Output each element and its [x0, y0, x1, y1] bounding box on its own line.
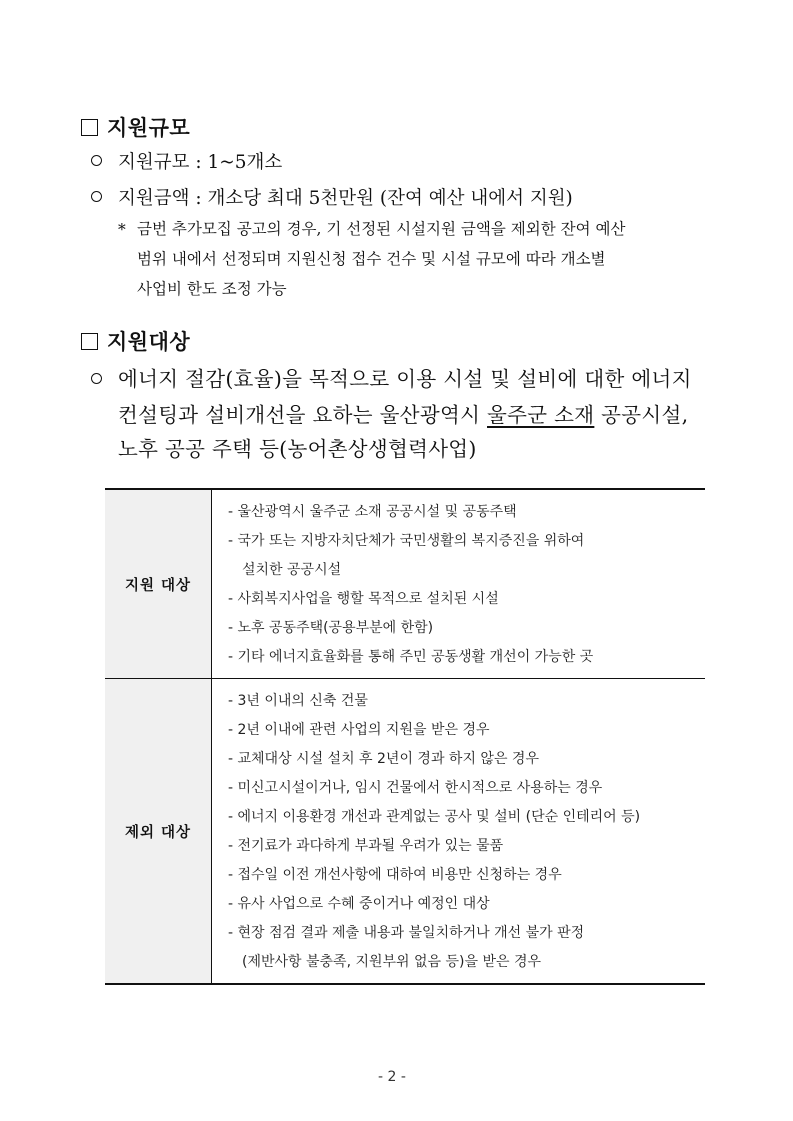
list-item: - 3년 이내의 신축 건물: [228, 693, 368, 709]
table-row: [105, 679, 705, 985]
bullet-item: 지원규모 : 1~5개소: [91, 148, 282, 174]
section-title: 지원대상: [107, 329, 191, 354]
note-mark: *: [118, 221, 126, 239]
list-item: - 교체대상 시설 설치 후 2년이 경과 하지 않은 경우: [228, 751, 539, 767]
circle-bullet-icon: [91, 155, 102, 166]
table-row: [105, 489, 705, 679]
list-item: - 접수일 이전 개선사항에 대하여 비용만 신청하는 경우: [228, 867, 562, 883]
checkbox-square-icon: [81, 119, 98, 136]
note-line: 범위 내에서 선정되며 지원신청 접수 건수 및 시설 규모에 따라 개소별: [137, 250, 606, 268]
underlined-location: 울주군 소재: [487, 403, 595, 427]
list-item: - 현장 점검 결과 제출 내용과 불일치하거나 개선 불가 판정: [228, 925, 585, 941]
list-item: - 2년 이내에 관련 사업의 지원을 받은 경우: [228, 722, 490, 738]
list-item: - 미신고시설이거나, 임시 건물에서 한시적으로 사용하는 경우: [228, 780, 603, 796]
row-items: [212, 489, 706, 679]
bullet-item: 지원금액 : 개소당 최대 5천만원 (잔여 예산 내에서 지원): [91, 184, 573, 210]
row-label: 지원 대상: [105, 489, 212, 679]
section-title: 지원규모: [107, 115, 191, 140]
list-item: - 울산광역시 울주군 소재 공공시설 및 공동주택: [228, 504, 517, 520]
list-item: - 사회복지사업을 행할 목적으로 설치된 시설: [228, 591, 499, 607]
list-item: - 유사 사업으로 수혜 중이거나 예정인 대상: [228, 896, 490, 912]
note-line: 사업비 한도 조정 가능: [137, 280, 287, 298]
checkbox-square-icon: [81, 333, 98, 350]
page-number: - 2 -: [378, 1069, 406, 1085]
row-label: 제외 대상: [105, 679, 212, 985]
list-item: (제반사항 불충족, 지원부위 없음 등)을 받은 경우: [242, 954, 542, 970]
circle-bullet-icon: [91, 373, 102, 384]
list-item: - 전기료가 과다하게 부과될 우려가 있는 물품: [228, 838, 504, 854]
row-items: [212, 679, 706, 985]
note-block: [137, 214, 625, 304]
list-item: - 에너지 이용환경 개선과 관계없는 공사 및 설비 (단순 인테리어 등): [228, 809, 641, 825]
target-description-line: 에너지 절감(효율)을 목적으로 이용 시설 및 설비에 대한 에너지: [91, 362, 692, 392]
list-item: - 국가 또는 지방자치단체가 국민생활의 복지증진을 위하여: [228, 533, 585, 549]
target-description-line: 컨설팅과 설비개선을 요하는 울산광역시 울주군 소재 공공시설,: [118, 403, 689, 427]
list-item: - 기타 에너지효율화를 통해 주민 공동생활 개선이 가능한 곳: [228, 649, 594, 665]
note-line: 금번 추가모집 공고의 경우, 기 선정된 시설지원 금액을 제외한 잔여 예산: [137, 220, 626, 238]
section-heading-scale: [81, 112, 190, 142]
section-heading-target: [81, 326, 190, 356]
list-item: 설치한 공공시설: [242, 562, 342, 578]
criteria-table: [105, 488, 705, 985]
target-description-line: 노후 공공 주택 등(농어촌상생협력사업): [118, 437, 477, 461]
list-item: - 노후 공동주택(공용부분에 한함): [228, 620, 434, 636]
circle-bullet-icon: [91, 191, 102, 202]
